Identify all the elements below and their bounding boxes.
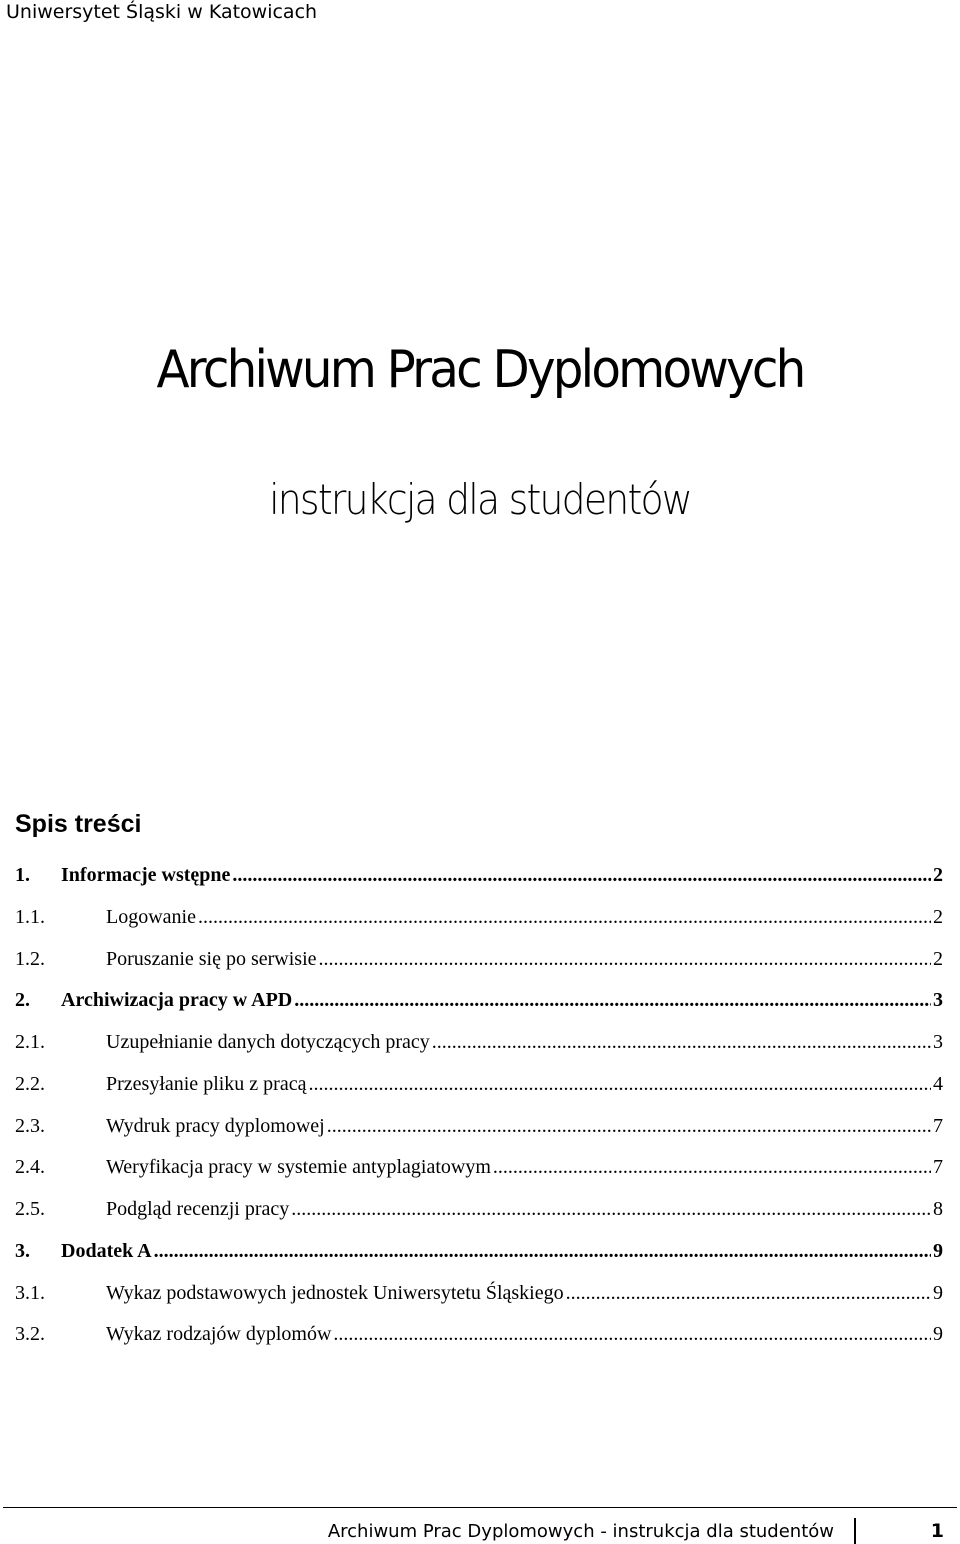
toc-dot-leader: [294, 989, 931, 1012]
toc-entry[interactable]: [15, 1282, 943, 1324]
toc-entry-label: Przesyłanie pliku z pracą: [106, 1072, 307, 1095]
toc-entry-label: Dodatek A: [61, 1239, 152, 1262]
toc-entry-number: 2.2.: [15, 1072, 45, 1095]
document-subtitle: instrukcja dla studentów: [269, 475, 691, 524]
toc-entry-number: 2.3.: [15, 1114, 45, 1137]
toc-entry-number: 1.2.: [15, 947, 45, 970]
toc-entry[interactable]: [15, 1323, 943, 1365]
toc-dot-leader: [291, 1198, 931, 1221]
toc-entry-label: Weryfikacja pracy w systemie antyplagiatowym: [106, 1156, 491, 1179]
toc-entry-page: 7: [933, 1156, 943, 1179]
toc-entry-number: 3.: [15, 1239, 30, 1262]
toc-entry-page: 9: [933, 1239, 943, 1262]
toc-entry-page: 2: [933, 864, 943, 886]
toc-entry-number: 2.: [15, 989, 30, 1012]
toc-entry-number: 1.1.: [15, 905, 45, 928]
toc-entry-label: Logowanie: [106, 905, 196, 928]
document-title: Archiwum Prac Dyplomowych: [156, 340, 804, 400]
toc-dot-leader: [432, 1031, 931, 1054]
toc-dot-leader: [232, 864, 931, 887]
toc-entry-page: 9: [933, 1281, 943, 1304]
toc-entry[interactable]: [15, 1115, 943, 1157]
footer-divider: [3, 1507, 957, 1508]
toc-entry[interactable]: [15, 989, 943, 1031]
toc-entry-label: Archiwizacja pracy w APD: [61, 989, 293, 1012]
toc-heading: Spis treści: [15, 810, 142, 838]
page-header: Uniwersytet Śląski w Katowicach: [6, 1, 318, 23]
toc-dot-leader: [333, 1323, 931, 1346]
table-of-contents: [15, 864, 943, 1365]
toc-entry-number: 1.: [15, 864, 30, 886]
toc-entry-page: 3: [933, 1031, 943, 1053]
page-number: 1: [930, 1520, 944, 1542]
toc-entry[interactable]: [15, 906, 943, 948]
toc-entry[interactable]: [15, 1031, 943, 1073]
toc-entry-page: 4: [933, 1072, 943, 1095]
toc-entry-page: 3: [933, 989, 943, 1012]
toc-entry-label: Wykaz podstawowych jednostek Uniwersytetu Śląskiego: [106, 1281, 564, 1304]
toc-entry-number: 3.1.: [15, 1281, 45, 1304]
toc-entry-page: 2: [933, 905, 943, 928]
toc-entry[interactable]: [15, 1073, 943, 1115]
toc-entry-label: Poruszanie się po serwisie: [106, 947, 317, 970]
toc-entry-label: Podgląd recenzji pracy: [106, 1198, 290, 1220]
toc-entry-label: Wydruk pracy dyplomowej: [106, 1114, 325, 1137]
toc-entry-number: 3.2.: [15, 1323, 45, 1346]
toc-entry-number: 2.1.: [15, 1031, 45, 1053]
toc-entry[interactable]: [15, 948, 943, 990]
toc-entry[interactable]: [15, 1198, 943, 1240]
toc-dot-leader: [493, 1156, 931, 1179]
toc-entry-page: 9: [933, 1323, 943, 1346]
toc-entry[interactable]: [15, 1156, 943, 1198]
toc-entry-page: 2: [933, 947, 943, 970]
toc-entry-page: 8: [933, 1198, 943, 1220]
toc-entry-label: Informacje wstępne: [61, 864, 231, 886]
toc-entry-label: Wykaz rodzajów dyplomów: [106, 1323, 332, 1346]
toc-entry-number: 2.5.: [15, 1198, 45, 1220]
toc-entry-label: Uzupełnianie danych dotyczących pracy: [106, 1031, 430, 1053]
toc-dot-leader: [154, 1240, 931, 1263]
toc-dot-leader: [566, 1282, 931, 1305]
footer-text: Archiwum Prac Dyplomowych - instrukcja dla studentów: [327, 1521, 834, 1542]
toc-entry[interactable]: [15, 1240, 943, 1282]
toc-dot-leader: [308, 1073, 931, 1096]
toc-entry-number: 2.4.: [15, 1156, 45, 1179]
toc-dot-leader: [198, 906, 931, 929]
toc-entry-page: 7: [933, 1114, 943, 1137]
footer-separator: [854, 1518, 856, 1544]
toc-dot-leader: [327, 1115, 931, 1138]
toc-dot-leader: [319, 948, 931, 971]
toc-entry[interactable]: [15, 864, 943, 906]
